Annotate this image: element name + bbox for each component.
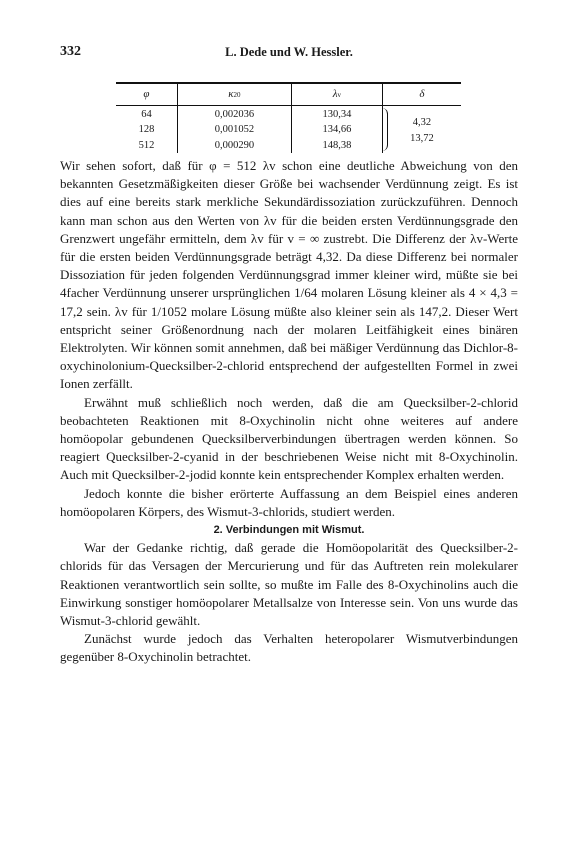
running-title: L. Dede und W. Hessler. — [225, 45, 353, 59]
column-header-phi: φ — [116, 83, 177, 105]
table-row — [116, 105, 461, 121]
paragraph: Wir sehen sofort, daß für φ = 512 λv schon eine deutliche Abweichung von den bekannten Gesetzmäßigkeiten dieser Größe bei wachsender Verdünnung zeigt. Es ist dies auf eine bereits stark merkliche Sekundärdissoziation zurückzuführen. Dennoch kann man schon aus den Werten von λv für die beiden ersten Verdünnungsgrade den Grenzwert ungefähr ermitteln, dem λv für v = ∞ zustrebt. Die Differenz der λv-Werte für die ersten beiden Verdünnungsgrade beträgt 4,32. Da diese Differenz bei normaler Dissoziation für jeden folgenden Verdünnungsgrad immer kleiner wird, müßte sie bei 4facher Verdünnung unserer ursprünglichen 1/64 molaren Lösung kleiner als 4 × 4,3 = 17,2 sein. λv für 1/1052 molare Lösung müßte also kleiner sein als 147,2. Dieser Wert entspricht seiner Größenordnung nach der molaren Leitfähigkeit eines binären Elektrolyten. Wir können somit annehmen, daß bei mäßiger Verdünnung das Dichlor-8-oxychinolonium-Quecksilber-2-chlorid entsprechend der aufgestellten Formel in zwei Ionen zerfällt. — [60, 158, 518, 392]
paragraph: Erwähnt muß schließlich noch werden, daß die am Quecksilber-2-chlorid beobachteten Reaktionen mit 8-Oxychinolin nicht ohne weiteres auf andere homöopolar gebundenen Quecksilberverbindungen übertragen werden können. So reagiert Quecksilber-2-cyanid in der beschriebenen Weise nicht mit 8-Oxychinolin. Auch mit Quecksilber-2-jodid konnte kein entsprechender Komplex erhalten werden. — [60, 394, 518, 483]
cell-phi: 512 — [138, 139, 155, 151]
paragraph: Zunächst wurde jedoch das Verhalten heteropolarer Wismutverbindungen gegenüber 8-Oxychinolin betrachtet. — [60, 631, 518, 665]
paragraph: Jedoch konnte die bisher erörterte Auffassung an dem Beispiel eines anderen homöopolaren Körpers, des Wismut-3-chlorids, studiert werden. — [60, 485, 518, 519]
table-header-row — [116, 83, 461, 105]
data-table — [116, 82, 461, 153]
brace — [381, 108, 388, 152]
column-header-delta: δ — [382, 83, 461, 105]
cell-kappa: 0,001052 — [177, 121, 291, 137]
body-text — [60, 157, 518, 667]
cell-kappa: 0,002036 — [177, 105, 291, 121]
cell-delta — [382, 105, 461, 153]
cell-kappa: 0,000290 — [177, 137, 291, 153]
column-header-kappa: κ20 — [177, 83, 291, 105]
page-number: 332 — [60, 44, 81, 59]
cell-phi: 128 — [138, 123, 155, 135]
cell-lambda: 134,66 — [291, 121, 382, 137]
page-header — [60, 44, 518, 64]
cell-lambda: 130,34 — [291, 105, 382, 121]
cell-lambda: 148,38 — [291, 137, 382, 153]
section-heading: 2. Verbindungen mit Wismut. — [213, 524, 365, 537]
delta-value: 4,32 — [412, 116, 432, 128]
delta-value: 13,72 — [410, 132, 434, 144]
cell-phi: 64 — [141, 109, 152, 121]
column-header-lambda: λv — [291, 83, 382, 105]
paragraph: War der Gedanke richtig, daß gerade die Homöopolarität des Quecksilber-2-chlorids für das Versagen der Mercurierung und für das Auftreten rein molekularer Reaktionen verantwortlich sein sollte, so mußte im Falle des 8-Oxychinolins auch die Einwirkung sonstiger homöopolarer Metallsalze von Interesse sein. Von uns wurde das Wismut-3-chlorid gewählt. — [60, 540, 518, 629]
